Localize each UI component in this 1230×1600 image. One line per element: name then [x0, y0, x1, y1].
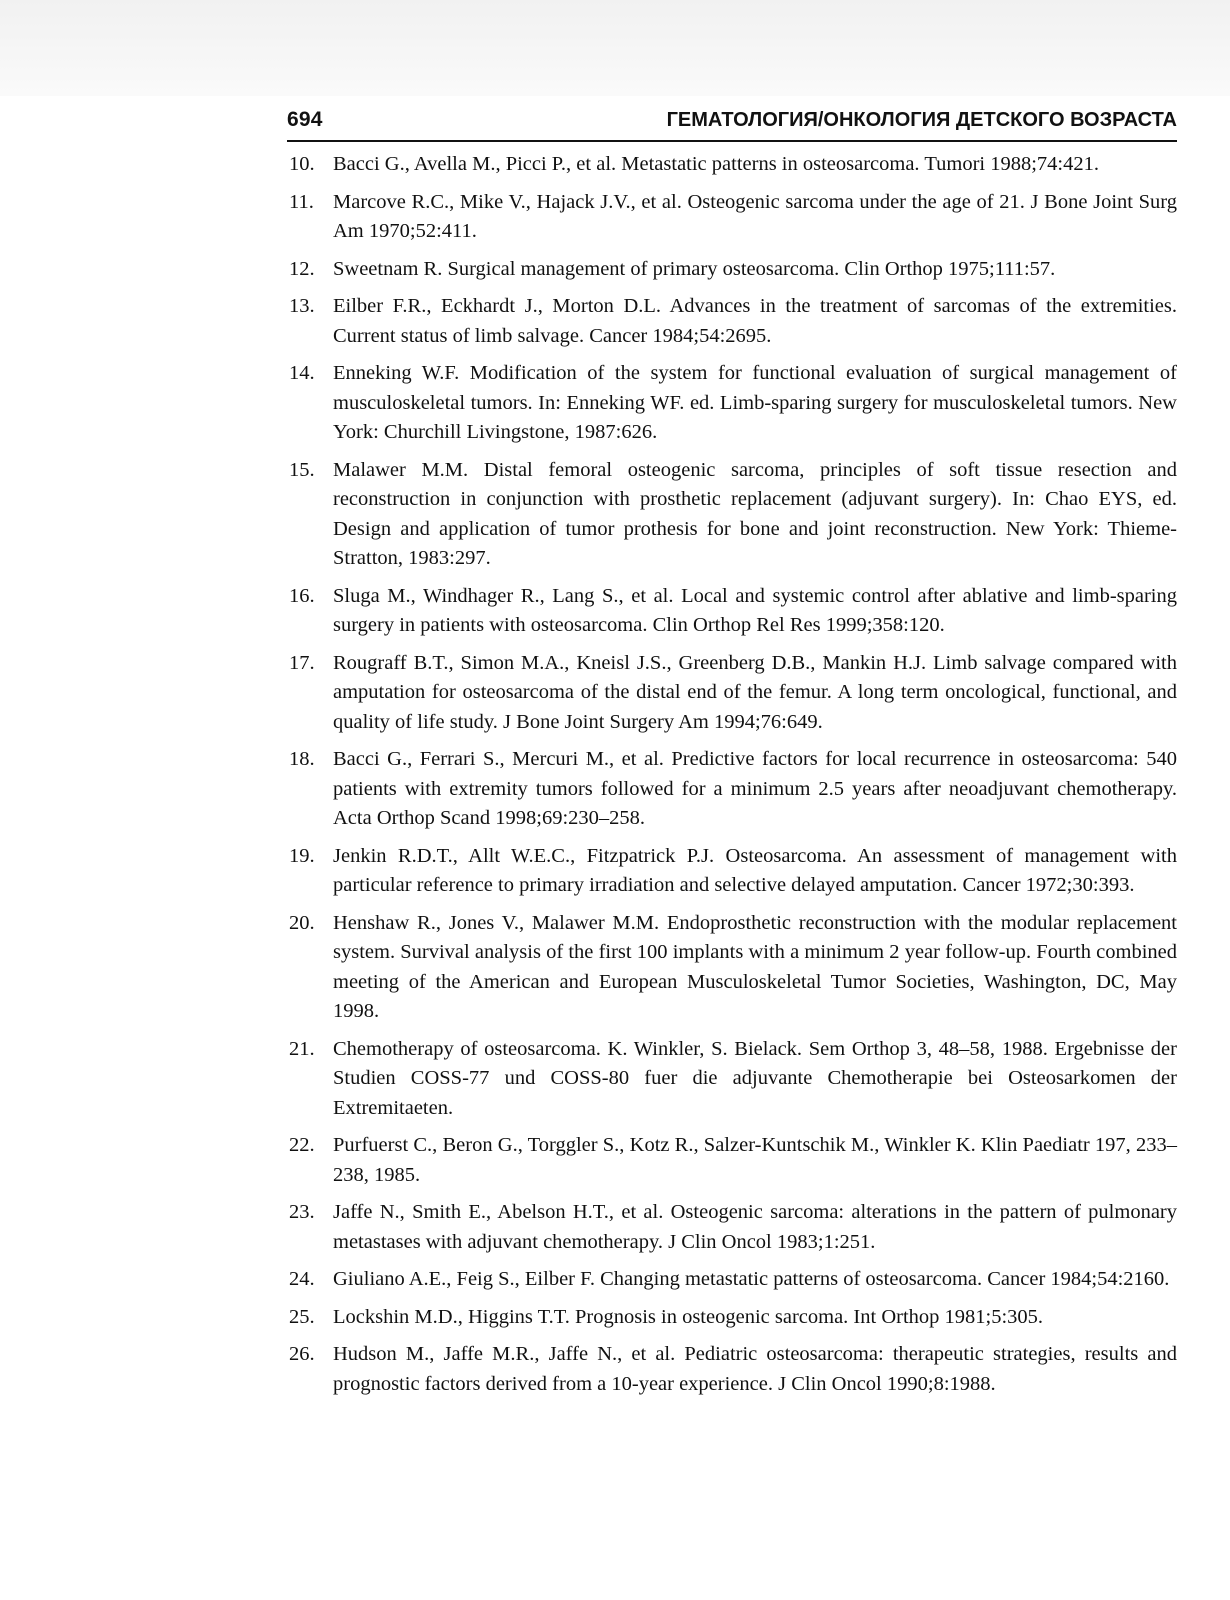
reference-text: Lockshin M.D., Higgins T.T. Prognosis in osteogenic sarcoma. Int Orthop 1981;5:305.: [333, 1305, 1044, 1328]
reference-number: 10.: [289, 153, 315, 175]
reference-text: Purfuerst C., Beron G., Torggler S., Kotz R., Salzer-Kuntschik M., Winkler K. Klin Paediatr 197, 233–238, 1985.: [333, 1134, 1177, 1186]
reference-number: 22.: [289, 1134, 315, 1156]
reference-item: [287, 745, 1177, 834]
reference-text: Hudson M., Jaffe M.R., Jaffe N., et al. Pediatric osteosarcoma: therapeutic strategies, results and prognostic factors derived from a 10-year experience. J Clin Oncol 1990;8:1988.: [333, 1343, 1177, 1395]
reference-text: Marcove R.C., Mike V., Hajack J.V., et al. Osteogenic sarcoma under the age of 21. J Bone Joint Surg Am 1970;52:411.: [333, 190, 1177, 242]
reference-text: Giuliano A.E., Feig S., Eilber F. Changing metastatic patterns of osteosarcoma. Cancer 1984;54:2160.: [333, 1268, 1170, 1290]
reference-text: Bacci G., Avella M., Picci P., et al. Metastatic patterns in osteosarcoma. Tumori 1988;74:421.: [333, 153, 1099, 175]
reference-item: [287, 359, 1177, 448]
reference-number: 25.: [289, 1305, 315, 1328]
reference-number: 12.: [289, 257, 315, 280]
reference-text: Enneking W.F. Modification of the system for functional evaluation of surgical management of musculoskeletal tumors. In: Enneking WF. ed. Limb-sparing surgery for musculoskeletal tumors. New York: Churchill Livingstone, 1987:626.: [333, 362, 1177, 443]
reference-item: [287, 1340, 1177, 1399]
reference-text: Bacci G., Ferrari S., Mercuri M., et al. Predictive factors for local recurrence in osteosarcoma: 540 patients with extremity tumors followed for a minimum 2.5 years after neoadjuvant chemotherapy. Acta Orthop Scand 1998;69:230–258.: [333, 748, 1177, 829]
reference-item: [287, 292, 1177, 351]
scan-top-shade: [0, 0, 1230, 96]
reference-number: 20.: [289, 911, 315, 934]
reference-text: Chemotherapy of osteosarcoma. K. Winkler, S. Bielack. Sem Orthop 3, 48–58, 1988. Ergebnisse der Studien COSS-77 und COSS-80 fuer die adjuvante Chemotherapie bei Osteosarkomen der Extremitaeten.: [333, 1037, 1177, 1119]
reference-number: 19.: [289, 844, 315, 867]
reference-item: [287, 1265, 1177, 1295]
reference-item: [287, 1198, 1177, 1257]
reference-item: [287, 255, 1177, 285]
page-number: 694: [287, 108, 323, 131]
reference-item: [287, 150, 1177, 180]
reference-number: 26.: [289, 1343, 315, 1365]
reference-item: [287, 188, 1177, 247]
document-page: [287, 108, 1177, 1407]
reference-number: 18.: [289, 748, 315, 770]
running-header: [287, 108, 1177, 142]
reference-text: Jaffe N., Smith E., Abelson H.T., et al. Osteogenic sarcoma: alterations in the pattern of pulmonary metastases with adjuvant chemotherapy. J Clin Oncol 1983;1:251.: [333, 1201, 1177, 1253]
reference-text: Malawer M.M. Distal femoral osteogenic sarcoma, principles of soft tissue resection and reconstruction in conjunction with prosthetic replacement (adjuvant surgery). In: Chao EYS, ed. Design and application of tumor prothesis for bone and joint reconstruction. New York: Thieme-Stratton, 1983:297.: [333, 458, 1177, 569]
reference-text: Sweetnam R. Surgical management of primary osteosarcoma. Clin Orthop 1975;111:57.: [333, 257, 1056, 280]
reference-item: [287, 842, 1177, 901]
reference-number: 21.: [289, 1037, 315, 1060]
reference-text: Henshaw R., Jones V., Malawer M.M. Endoprosthetic reconstruction with the modular replacement system. Survival analysis of the first 100 implants with a minimum 2 year follow-up. Fourth combined meeting of the American and European Musculoskeletal Tumor Societies, Washington, DC, May 1998.: [333, 911, 1177, 1022]
reference-text: Jenkin R.D.T., Allt W.E.C., Fitzpatrick P.J. Osteosarcoma. An assessment of management with particular reference to primary irradiation and selective delayed amputation. Cancer 1972;30:393.: [333, 844, 1177, 896]
reference-item: [287, 456, 1177, 574]
reference-number: 14.: [289, 362, 315, 384]
reference-item: [287, 649, 1177, 738]
reference-number: 11.: [289, 190, 314, 213]
reference-text: Eilber F.R., Eckhardt J., Morton D.L. Advances in the treatment of sarcomas of the extremities. Current status of limb salvage. Cancer 1984;54:2695.: [333, 295, 1177, 347]
reference-number: 15.: [289, 458, 315, 481]
reference-number: 13.: [289, 295, 315, 317]
reference-number: 23.: [289, 1201, 315, 1223]
reference-number: 24.: [289, 1268, 315, 1290]
reference-item: [287, 1303, 1177, 1333]
reference-list: [287, 150, 1177, 1399]
reference-item: [287, 1035, 1177, 1124]
running-title: ГЕМАТОЛОГИЯ/ОНКОЛОГИЯ ДЕТСКОГО ВОЗРАСТА: [666, 109, 1177, 131]
reference-number: 16.: [289, 584, 315, 607]
reference-number: 17.: [289, 651, 315, 674]
reference-item: [287, 582, 1177, 641]
reference-item: [287, 1131, 1177, 1190]
reference-text: Sluga M., Windhager R., Lang S., et al. Local and systemic control after ablative and limb-sparing surgery in patients with osteosarcoma. Clin Orthop Rel Res 1999;358:120.: [333, 584, 1177, 636]
reference-text: Rougraff B.T., Simon M.A., Kneisl J.S., Greenberg D.B., Mankin H.J. Limb salvage compared with amputation for osteosarcoma of the distal end of the femur. A long term oncological, functional, and quality of life study. J Bone Joint Surgery Am 1994;76:649.: [333, 651, 1177, 733]
reference-item: [287, 909, 1177, 1027]
